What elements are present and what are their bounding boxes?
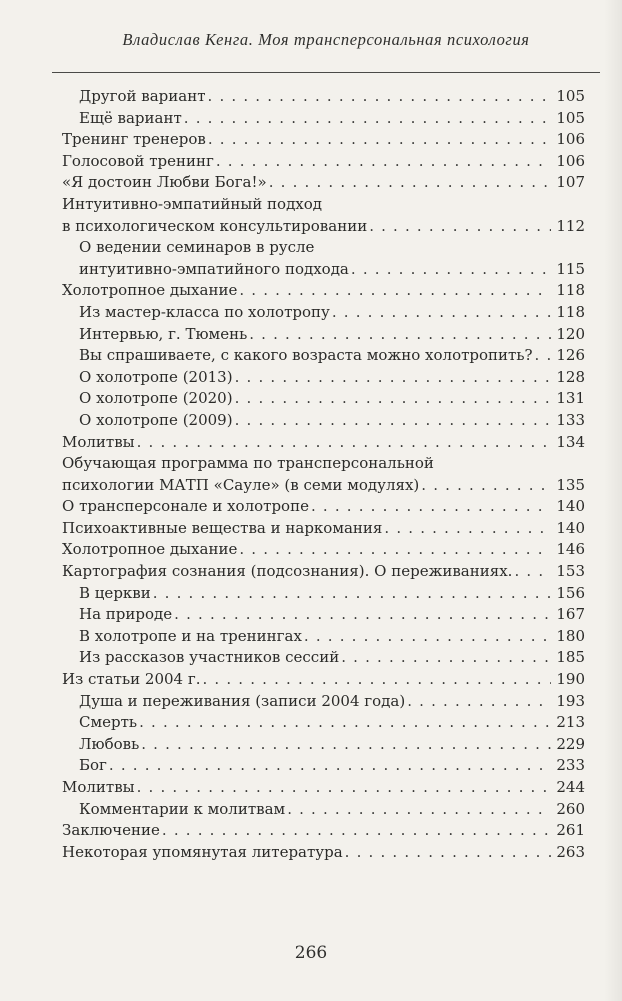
toc-entry-line [79, 108, 585, 130]
toc-entry-line [79, 647, 585, 669]
toc-page-number: 106 [556, 130, 585, 149]
toc-entry [62, 172, 585, 194]
toc-entry-title: Смерть [79, 713, 138, 732]
toc-entry [62, 367, 585, 389]
running-header: Владислав Кенга. Моя трансперсональная психология [122, 30, 530, 49]
toc-page-number: 133 [556, 410, 585, 429]
toc-entry-title: Холотропное дыхание [62, 540, 238, 559]
toc-entry [62, 669, 585, 691]
toc-dot-leader [304, 626, 551, 648]
toc-entry-title: На природе [79, 605, 173, 624]
toc-entry [62, 734, 585, 756]
toc-page-number: 120 [556, 324, 585, 343]
toc-page-number: 118 [556, 281, 585, 300]
toc-page-number: 112 [556, 216, 585, 235]
toc-entry [62, 626, 585, 648]
toc-entry-line-continued [62, 453, 585, 475]
toc-page-number: 128 [556, 367, 585, 386]
toc-entry-title: В церкви [79, 583, 151, 602]
toc-entry [62, 129, 585, 151]
toc-entry-title: Интуитивно-эмпатийный подход [62, 194, 323, 213]
toc-entry-line [79, 691, 585, 713]
toc-dot-leader [351, 259, 551, 281]
toc-dot-leader [239, 539, 551, 561]
toc-dot-leader [535, 345, 551, 367]
toc-entry-title: Из мастер-класса по холотропу [79, 302, 330, 321]
toc-dot-leader [208, 86, 551, 108]
toc-entry-line [79, 367, 585, 389]
toc-dot-leader [341, 647, 551, 669]
toc-entry-line [79, 259, 585, 281]
toc-dot-leader [345, 842, 551, 864]
toc-entry-line [62, 432, 585, 454]
toc-entry [62, 237, 585, 280]
toc-dot-leader [332, 302, 551, 324]
toc-entry [62, 712, 585, 734]
toc-entry [62, 453, 585, 496]
toc-dot-leader [235, 388, 551, 410]
toc-page-number: 260 [556, 799, 585, 818]
toc-entry [62, 777, 585, 799]
toc-entry-line [62, 518, 585, 540]
toc-entry-title: Комментарии к молитвам [79, 799, 286, 818]
toc-entry [62, 820, 585, 842]
toc-entry [62, 324, 585, 346]
toc-entry-line [79, 799, 585, 821]
toc-entry-line [79, 604, 585, 626]
toc-dot-leader [407, 691, 551, 713]
toc-entry-title: Любовь [79, 734, 140, 753]
toc-entry-line [62, 280, 585, 302]
toc-entry-title: Психоактивные вещества и наркомания [62, 518, 383, 537]
toc-entry-line [62, 842, 585, 864]
toc-page-number: 146 [556, 540, 585, 559]
toc-page-number: 140 [556, 497, 585, 516]
toc-entry-line-continued [62, 194, 585, 216]
toc-page-number: 153 [556, 562, 585, 581]
toc-entry [62, 518, 585, 540]
toc-entry-line [62, 539, 585, 561]
toc-entry-title: Другой вариант [79, 87, 206, 105]
toc-dot-leader [514, 561, 551, 583]
toc-page-number: 167 [556, 605, 585, 624]
toc-entry-line [79, 388, 585, 410]
toc-entry-line [79, 755, 585, 777]
toc-entry-line [62, 777, 585, 799]
toc-entry-line [79, 345, 585, 367]
toc-entry-title: Молитвы [62, 432, 135, 451]
toc-entry-line [62, 669, 585, 691]
toc-page-number: 185 [556, 648, 585, 667]
toc-entry [62, 583, 585, 605]
toc-dot-leader [208, 129, 551, 151]
toc-page-number: 190 [556, 670, 585, 689]
toc-entry-line-continued [79, 237, 585, 259]
toc-entry-title: Некоторая упомянутая литература [62, 842, 343, 861]
toc-page-number: 229 [556, 734, 585, 753]
toc-entry-title: О трансперсонале и холотропе [62, 497, 309, 516]
toc-page-number: 134 [556, 432, 585, 451]
toc-dot-leader [235, 367, 551, 389]
toc-dot-leader [109, 755, 551, 777]
toc-entry [62, 496, 585, 518]
toc-page-number: 126 [556, 346, 585, 365]
toc-dot-leader [139, 712, 551, 734]
toc-entry [62, 539, 585, 561]
toc-entry [62, 194, 585, 237]
toc-entry-line [62, 496, 585, 518]
toc-dot-leader [153, 583, 551, 605]
toc-entry [62, 388, 585, 410]
table-of-contents [62, 86, 585, 886]
toc-entry-line [79, 302, 585, 324]
toc-page-number: 107 [556, 173, 585, 192]
toc-entry-title: Интервью, г. Тюмень [79, 324, 248, 343]
toc-dot-leader [216, 151, 551, 173]
toc-entry-title: Картография сознания (подсознания). О переживаниях. [62, 562, 513, 581]
toc-dot-leader [287, 799, 551, 821]
toc-entry-line [62, 151, 585, 173]
toc-dot-leader [137, 432, 551, 454]
toc-dot-leader [202, 669, 551, 691]
toc-entry-title: Душа и переживания (записи 2004 года) [79, 691, 406, 710]
toc-page-number: 156 [556, 583, 585, 602]
page-edge-shade [604, 0, 622, 1001]
toc-entry [62, 280, 585, 302]
toc-dot-leader [162, 820, 551, 842]
toc-entry [62, 842, 585, 864]
toc-page-number: 180 [556, 626, 585, 645]
toc-page-number: 105 [556, 108, 585, 127]
toc-dot-leader [311, 496, 551, 518]
toc-entry-line [79, 324, 585, 346]
toc-dot-leader [421, 475, 551, 497]
toc-entry [62, 799, 585, 821]
toc-entry [62, 410, 585, 432]
toc-entry-title: Ещё вариант [79, 108, 182, 127]
toc-entry-title: О ведении семинаров в русле [79, 238, 315, 257]
toc-entry-line [79, 86, 585, 108]
toc-page-number: 106 [556, 151, 585, 170]
toc-entry-title: В холотропе и на тренингах [79, 626, 302, 645]
toc-dot-leader [249, 324, 551, 346]
toc-page-number: 118 [556, 302, 585, 321]
toc-entry-title: Тренинг тренеров [62, 130, 206, 149]
toc-entry-title: О холотропе (2020) [79, 389, 233, 408]
toc-entry [62, 604, 585, 626]
toc-dot-leader [141, 734, 551, 756]
toc-entry-title: О холотропе (2009) [79, 410, 233, 429]
header-rule [52, 72, 600, 73]
toc-entry [62, 151, 585, 173]
toc-entry-title: Заключение [62, 821, 160, 840]
toc-dot-leader [384, 518, 551, 540]
toc-entry-title: «Я достоин Любви Бога!» [62, 173, 267, 192]
toc-page-number: 115 [556, 259, 585, 278]
toc-page-number: 261 [556, 821, 585, 840]
toc-entry-line [62, 172, 585, 194]
toc-entry-title: психологии МАТП «Сауле» (в семи модулях) [62, 475, 420, 494]
toc-entry [62, 647, 585, 669]
toc-dot-leader [174, 604, 551, 626]
page-number: 266 [294, 943, 328, 963]
toc-page-number: 263 [556, 842, 585, 861]
toc-dot-leader [239, 280, 551, 302]
toc-entry-title: Бог [79, 756, 107, 775]
toc-dot-leader [137, 777, 551, 799]
toc-entry-title: в психологическом консультировании [62, 216, 368, 235]
toc-entry-title: Обучающая программа по трансперсональной [62, 454, 434, 473]
toc-entry [62, 86, 585, 108]
toc-entry-line [79, 410, 585, 432]
toc-entry [62, 561, 585, 583]
toc-page-number: 131 [556, 389, 585, 408]
toc-entry-line [79, 712, 585, 734]
toc-entry-title: Вы спрашиваете, с какого возраста можно холотропить? [79, 346, 533, 365]
toc-entry-line [62, 820, 585, 842]
toc-entry-line [62, 475, 585, 497]
toc-entry [62, 755, 585, 777]
toc-dot-leader [235, 410, 551, 432]
toc-entry-title: Голосовой тренинг [62, 151, 214, 170]
toc-entry-title: Из статьи 2004 г. [62, 670, 201, 689]
toc-entry-title: Из рассказов участников сессий [79, 648, 340, 667]
toc-entry-title: О холотропе (2013) [79, 367, 233, 386]
toc-page-number: 193 [556, 691, 585, 710]
toc-entry-title: Холотропное дыхание [62, 281, 238, 300]
toc-entry-title: Молитвы [62, 778, 135, 796]
toc-entry [62, 432, 585, 454]
toc-page-number: 135 [556, 475, 585, 494]
toc-entry [62, 302, 585, 324]
toc-entry-line [79, 734, 585, 756]
toc-entry-line [62, 129, 585, 151]
toc-entry-line [79, 583, 585, 605]
toc-entry-title: интуитивно-эмпатийного подхода [79, 259, 349, 278]
toc-entry [62, 691, 585, 713]
toc-entry-line [62, 216, 585, 238]
toc-entry-line [62, 561, 585, 583]
toc-dot-leader [184, 108, 551, 130]
toc-dot-leader [369, 216, 551, 238]
toc-page-number: 140 [556, 518, 585, 537]
toc-entry [62, 345, 585, 367]
toc-dot-leader [269, 172, 551, 194]
toc-entry-line [79, 626, 585, 648]
toc-page-number: 233 [556, 756, 585, 775]
toc-page-number: 213 [556, 713, 585, 732]
toc-entry [62, 108, 585, 130]
toc-page-number: 105 [556, 87, 585, 105]
toc-page-number: 244 [556, 778, 585, 796]
